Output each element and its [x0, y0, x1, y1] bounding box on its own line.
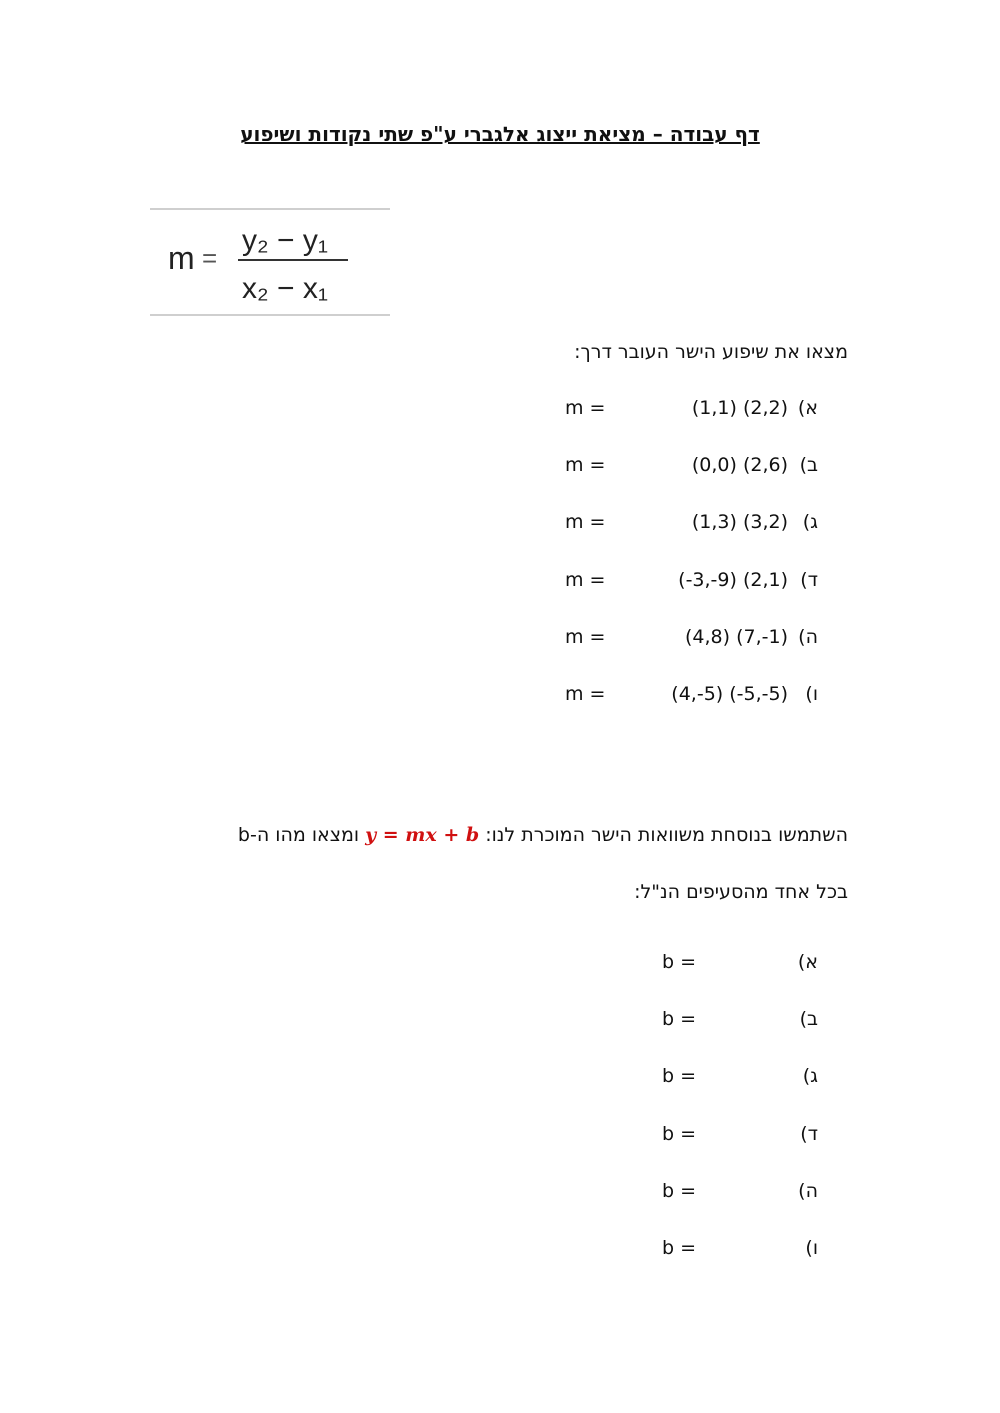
b-answer-label: b = [662, 1123, 697, 1145]
slope-answer-label: m = [565, 454, 606, 476]
item-points: (-3,-9) (2,1) [678, 569, 788, 591]
item-points: (4,-5) (-5,-5) [671, 683, 788, 705]
slope-answer-label: m = [565, 626, 606, 648]
item-letter: א) [797, 397, 818, 419]
item-letter: ד) [800, 569, 818, 591]
line-equation: y = mx + b [365, 824, 480, 846]
slope-answer-label: m = [565, 569, 606, 591]
b-instruction-part1: השתמשו בנוסחת משוואות הישר המוכרת לנו: [485, 824, 848, 846]
item-letter: ב) [799, 1008, 818, 1030]
formula-lhs: m [168, 240, 195, 276]
slope-answer-label: m = [565, 511, 606, 533]
b-instruction-line2: בכל אחד מהסעיפים הנ"ל: [634, 881, 848, 903]
item-letter: ה) [798, 626, 818, 648]
item-points: (4,8) (7,-1) [685, 626, 788, 648]
b-instruction-part2: ומצאו מהו ה-b [237, 824, 360, 846]
item-letter: א) [797, 951, 818, 973]
formula-denominator: x₂ − x₁ [242, 272, 328, 305]
item-letter: ג) [802, 511, 818, 533]
item-letter: ג) [802, 1065, 818, 1087]
item-letter: ד) [800, 1123, 818, 1145]
item-letter: ו) [805, 1237, 818, 1259]
slope-prompt: מצאו את שיפוע הישר העובר דרך: [574, 341, 848, 363]
item-points: (1,3) (3,2) [691, 511, 788, 533]
slope-formula-svg [150, 208, 390, 316]
item-points: (0,0) (2,6) [691, 454, 788, 476]
b-answer-label: b = [662, 1065, 697, 1087]
b-answer-label: b = [662, 1008, 697, 1030]
b-answer-label: b = [662, 951, 697, 973]
b-answer-label: b = [662, 1180, 697, 1202]
b-instruction [238, 824, 848, 846]
slope-formula-image [150, 208, 390, 316]
slope-answer-label: m = [565, 397, 606, 419]
item-letter: ו) [805, 683, 818, 705]
item-letter: ה) [798, 1180, 818, 1202]
formula-equals: = [202, 243, 218, 273]
item-points: (1,1) (2,2) [691, 397, 788, 419]
item-letter: ב) [799, 454, 818, 476]
b-answer-label: b = [662, 1237, 697, 1259]
page-title: דף עבודה – מציאת ייצוג אלגברי ע"פ שתי נקודות ושיפוע [240, 122, 760, 146]
formula-numerator: y₂ − y₁ [242, 224, 328, 257]
slope-answer-label: m = [565, 683, 606, 705]
